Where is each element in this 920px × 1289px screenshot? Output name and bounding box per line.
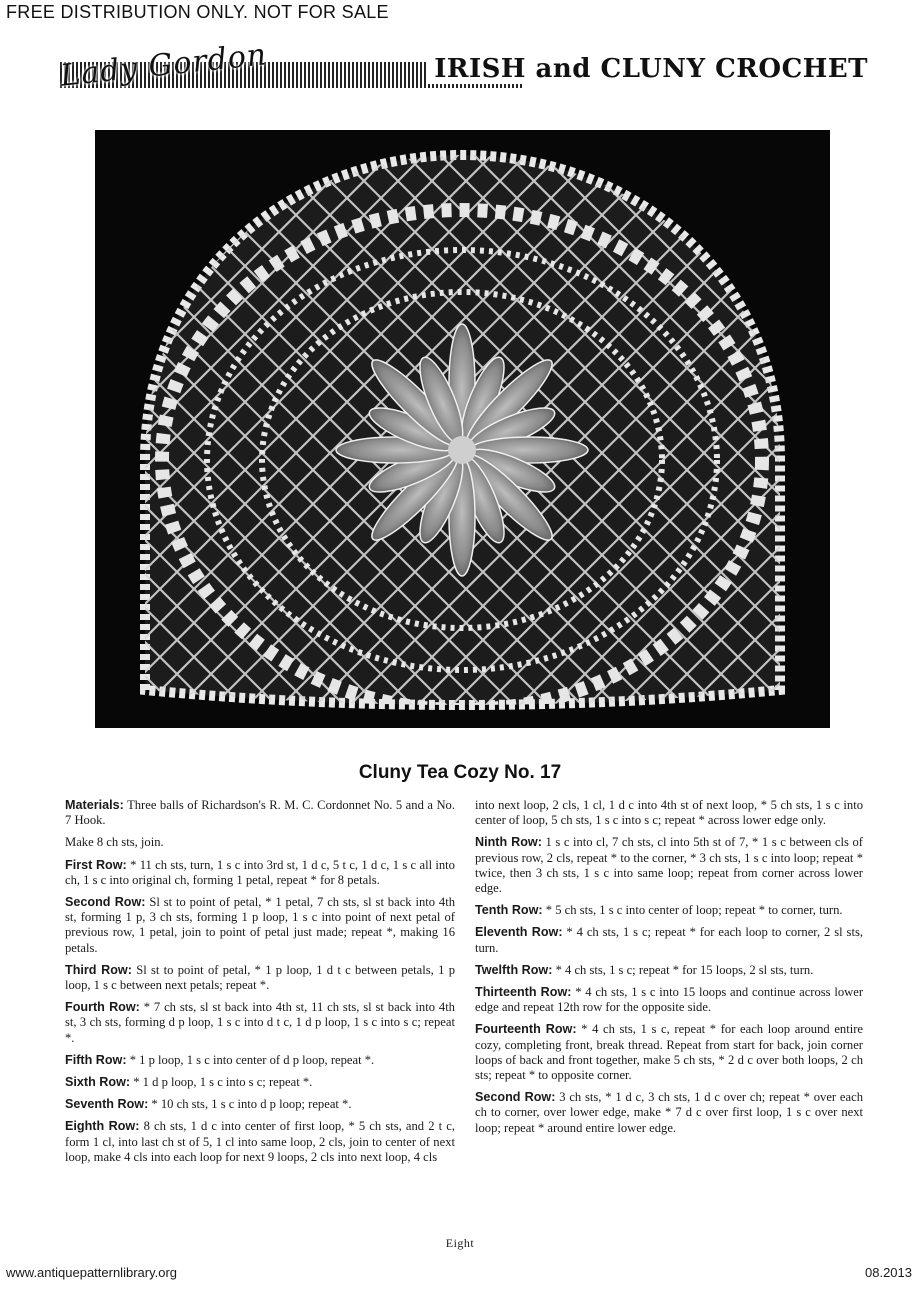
footer-website: www.antiquepatternlibrary.org: [6, 1265, 178, 1280]
row-text: * 4 ch sts, 1 s c into 15 loops and continue across lower edge and repeat 12th row for the opposite side.: [475, 985, 864, 1015]
row-text: 1 s c into cl, 7 ch sts, cl into 5th st of 7, * 1 s c between cls of previous row, 2 cls, repeat * to the corner, * 3 ch sts, 1 s c into loop; repeat * twice, then 3 ch sts, 1 s c into same loop; repeat from corner across lower edge.: [475, 835, 864, 896]
instructions-left-column: [65, 798, 455, 1172]
tea-cozy-photo: [95, 130, 830, 728]
instruction-paragraph: [475, 925, 863, 955]
row-text: Make 8 ch sts, join.: [65, 835, 164, 850]
row-label: Tenth Row:: [475, 903, 543, 918]
row-label: Seventh Row:: [65, 1097, 149, 1112]
row-label: Eleventh Row:: [475, 925, 563, 940]
row-label: First Row:: [65, 857, 127, 872]
row-label: Twelfth Row:: [475, 962, 553, 977]
row-text: * 11 ch sts, turn, 1 s c into 3rd st, 1 d c, 5 t c, 1 d c, 1 s c all into ch, 1 s c into original ch, forming 1 petal, repeat * for 8 petals.: [65, 857, 455, 887]
instruction-paragraph: [65, 895, 455, 956]
footer-code: 08.2013: [865, 1265, 912, 1280]
page-number: Eight: [445, 1236, 475, 1250]
instruction-paragraph: [475, 1022, 863, 1083]
row-label: Sixth Row:: [65, 1075, 131, 1090]
instruction-paragraph: [65, 963, 455, 993]
instruction-paragraph: [475, 798, 863, 828]
row-label: Eighth Row:: [65, 1119, 140, 1134]
magazine-header: [58, 37, 868, 98]
row-text: * 1 d p loop, 1 s c into s c; repeat *.: [130, 1075, 313, 1090]
row-text: Three balls of Richardson's R. M. C. Cordonnet No. 5 and a No. 7 Hook.: [65, 798, 455, 828]
row-label: Third Row:: [65, 962, 132, 977]
distribution-notice: FREE DISTRIBUTION ONLY. NOT FOR SALE: [6, 2, 389, 22]
row-text: * 1 p loop, 1 s c into center of d p loop, repeat *.: [126, 1052, 375, 1067]
instruction-paragraph: [475, 1090, 863, 1136]
row-text: * 5 ch sts, 1 s c into center of loop; repeat * to corner, turn.: [542, 903, 843, 918]
row-label: Second Row:: [475, 1090, 556, 1105]
pattern-title: Cluny Tea Cozy No. 17: [358, 762, 562, 783]
magazine-title: IRISH and CLUNY CROCHET: [428, 54, 868, 84]
instruction-paragraph: [65, 1075, 455, 1090]
instruction-paragraph: [65, 858, 455, 888]
instructions-right-column: [475, 798, 863, 1143]
instruction-paragraph: [475, 985, 863, 1015]
row-label: Fourteenth Row:: [475, 1022, 577, 1037]
instruction-paragraph: [475, 835, 863, 896]
row-text: 3 ch sts, * 1 d c, 3 ch sts, 1 d c over ch; repeat * over each ch to corner, over lower edge, make * 7 d c over first loop, 1 s c over next loop; repeat * around entire lower edge.: [475, 1090, 863, 1135]
instruction-paragraph: [65, 835, 455, 850]
row-label: Fourth Row:: [65, 1000, 140, 1015]
instruction-paragraph: [65, 798, 455, 828]
instruction-paragraph: [65, 1000, 455, 1046]
signature-logo: Lady Gordon: [58, 37, 269, 94]
row-text: Sl st to point of petal, * 1 p loop, 1 d t c between petals, 1 p loop, 1 s c between next petals; repeat *.: [65, 962, 455, 993]
row-text: 8 ch sts, 1 d c into center of first loop, * 5 ch sts, and 2 t c, form 1 cl, into last ch st of 5, 1 cl into same loop, 2 cls, join to center of next loop, make 4 cls into each loop for next 9 loops, 2 cls into next loop, 4 cls: [65, 1119, 456, 1164]
row-text: * 4 ch sts, 1 s c; repeat * for each loop to corner, 2 sl sts, turn.: [475, 925, 863, 955]
instruction-paragraph: [65, 1119, 455, 1165]
row-label: Second Row:: [65, 895, 146, 910]
instruction-paragraph: [65, 1053, 455, 1068]
row-label: Ninth Row:: [475, 835, 542, 850]
row-text: * 10 ch sts, 1 s c into d p loop; repeat *.: [148, 1097, 352, 1112]
row-label: Materials:: [65, 798, 124, 812]
row-text: * 4 ch sts, 1 s c; repeat * for 15 loops, 2 sl sts, turn.: [552, 962, 814, 977]
instruction-paragraph: [475, 963, 863, 978]
row-text: * 4 ch sts, 1 s c, repeat * for each loop around entire cozy, completing front, break thread. Repeat from start for back, join corner loops of back and front together, make 5 ch sts, * 2 d c over both loops, 2 ch sts; repeat * to opposite corner.: [475, 1022, 863, 1083]
row-text: * 7 ch sts, sl st back into 4th st, 11 ch sts, sl st back into 4th st, 3 ch sts, forming d p loop, 1 s c into d t c, 1 d p loop, 1 s c into s c; repeat *.: [65, 1000, 455, 1045]
row-text: into next loop, 2 cls, 1 cl, 1 d c into 4th st of next loop, * 5 ch sts, 1 s c into center of loop, 5 ch sts, 1 s c into s c; repeat * across lower edge only.: [475, 798, 863, 828]
row-text: Sl st to point of petal, * 1 petal, 7 ch sts, sl st back into 4th st, forming 1 p, 3 ch sts, forming 1 p loop, 1 s c into point of next petal of previous row, 1 petal, join to point of petal just made; repeat *, making 16 petals.: [65, 895, 455, 955]
row-label: Thirteenth Row:: [475, 985, 572, 1000]
row-label: Fifth Row:: [65, 1052, 127, 1067]
instruction-paragraph: [65, 1097, 455, 1112]
crochet-illustration: [95, 130, 830, 728]
instruction-paragraph: [475, 903, 863, 918]
